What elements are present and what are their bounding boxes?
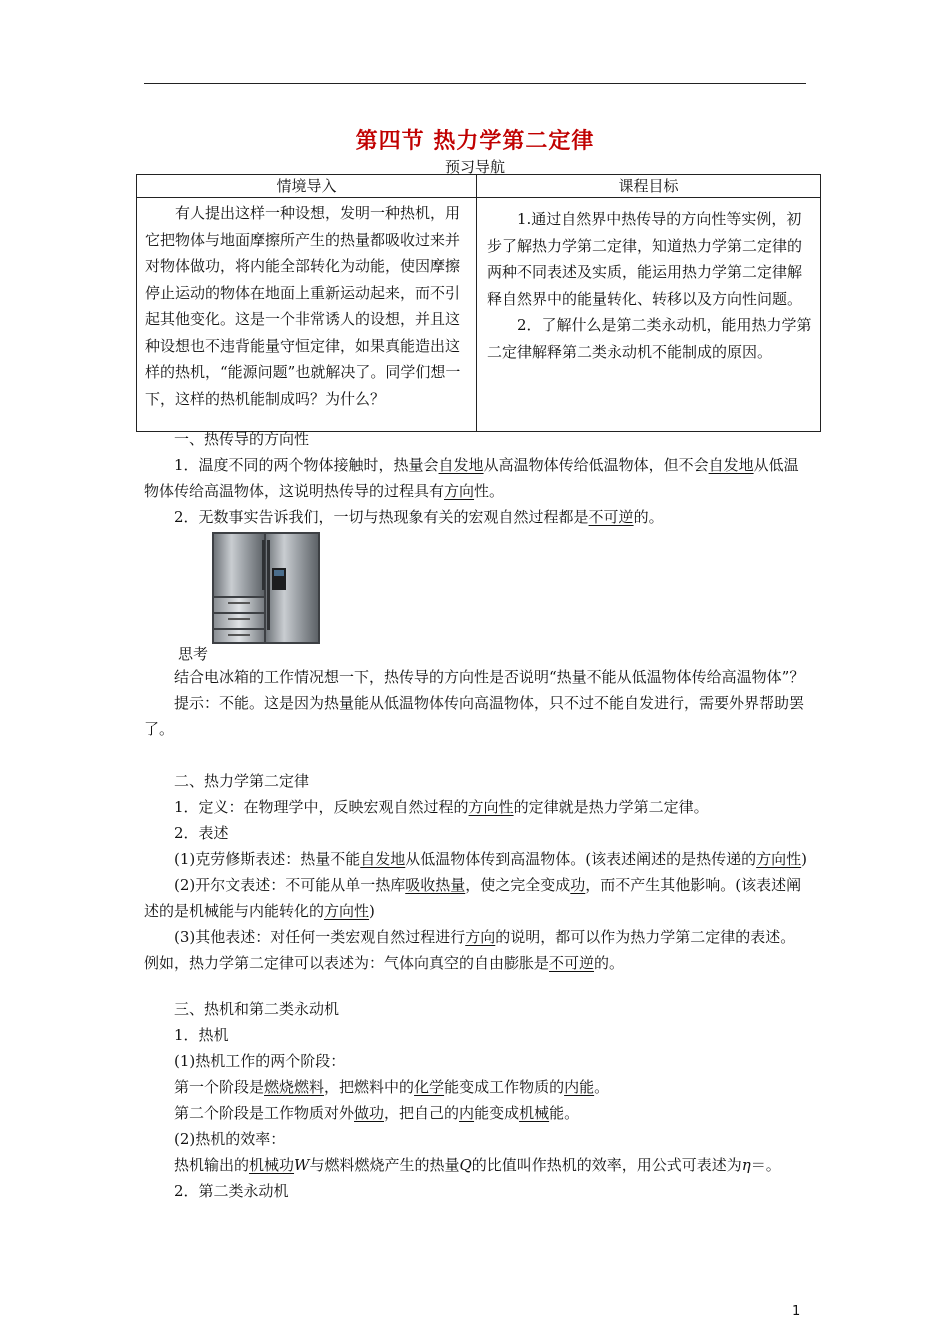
stages-heading: (1)热机工作的两个阶段： <box>174 1052 346 1070</box>
page-title: 第四节 热力学第二定律 <box>355 128 595 154</box>
blank-answer: 方向 <box>444 482 475 500</box>
page-number: 1 <box>792 1304 801 1319</box>
section-2 <box>144 768 808 976</box>
think-question: 结合电冰箱的工作情况想一下，热传导的方向性是否说明“热量不能从低温物体传给高温物体”？ <box>174 668 805 686</box>
blank-answer: 机械 <box>519 1104 550 1122</box>
efficiency-heading: (2)热机的效率： <box>174 1130 286 1148</box>
think-label: 思考 <box>178 645 209 663</box>
blank-answer: 方向 <box>465 928 496 946</box>
blank-answer: 燃烧燃料 <box>264 1078 325 1096</box>
table-header-goals: 课程目标 <box>477 175 821 198</box>
blank-answer: 自发地 <box>360 850 406 868</box>
blank-answer: 吸收热量 <box>405 876 466 894</box>
section-1-point-1: 1．温度不同的两个物体接触时，热量会自发地从高温物体传给低温物体，但不会自发地从低温物体传给高温物体，这说明热传导的过程具有方向性。 <box>144 456 799 500</box>
section-2-statements-heading: 2．表述 <box>174 824 229 842</box>
section-2-heading: 二、热力学第二定律 <box>174 772 310 790</box>
goal-item-2: 2．了解什么是第二类永动机，能用热力学第二定律解释第二类永动机不能制成的原因。 <box>487 316 812 361</box>
scenario-text: 有人提出这样一种设想，发明一种热机，用它把物体与地面摩擦所产生的热量都吸收过来并对物体做功，将内能全部转化为动能，使因摩擦停止运动的物体在地面上重新运动起来，而不引起其他变化。这是一个非常诱人的设想，并且这种设想也不违背能量守恒定律，如果真能造出这样的热机，“能源问题”也就解决了。同学们想一下，这样的热机能制成吗？为什么？ <box>137 198 477 432</box>
blank-answer: 方向性 <box>324 902 370 920</box>
section-3-heading: 三、热机和第二类永动机 <box>174 1000 340 1018</box>
heat-engine-heading: 1．热机 <box>174 1026 229 1044</box>
section-2-definition: 1．定义：在物理学中，反映宏观自然过程的方向性的定律就是热力学第二定律。 <box>174 798 709 816</box>
blank-answer: 自发地 <box>438 456 484 474</box>
section-1-heading: 一、热传导的方向性 <box>174 430 310 448</box>
perpetual-motion-heading: 2．第二类永动机 <box>174 1182 289 1200</box>
kelvin-statement: (2)开尔文表述：不可能从单一热库吸收热量，使之完全变成功，而不产生其他影响。(该表述阐述的是机械能与内能转化的方向性) <box>144 876 802 920</box>
think-section <box>144 664 808 742</box>
goal-item-1: 1.通过自然界中热传导的方向性等实例，初步了解热力学第二定律，知道热力学第二定律的两种不同表述及实质，能运用热力学第二定律解释自然界中的能量转化、转移以及方向性问题。 <box>487 210 803 308</box>
preview-table <box>136 174 821 432</box>
blank-answer: 方向性 <box>756 850 802 868</box>
goals-cell <box>477 198 821 432</box>
blank-answer: 功 <box>570 876 586 894</box>
section-subtitle: 预习导航 <box>444 158 505 176</box>
refrigerator-image <box>210 530 322 648</box>
blank-answer: 自发地 <box>708 456 754 474</box>
section-3 <box>144 996 808 1204</box>
section-1-point-2: 2．无数事实告诉我们，一切与热现象有关的宏观自然过程都是不可逆的。 <box>174 508 664 526</box>
blank-answer: 机械功 <box>249 1156 295 1174</box>
think-answer: 提示：不能。这是因为热量能从低温物体传向高温物体，只不过不能自发进行，需要外界帮助罢了。 <box>144 694 805 738</box>
other-statement: (3)其他表述：对任何一类宏观自然过程进行方向的说明，都可以作为热力学第二定律的表述。例如，热力学第二定律可以表述为：气体向真空的自由膨胀是不可逆的。 <box>144 928 796 972</box>
stage-2: 第二个阶段是工作物质对外做功，把自己的内能变成机械能。 <box>174 1104 580 1122</box>
blank-answer: 做功 <box>354 1104 385 1122</box>
blank-answer: 内 <box>459 1104 475 1122</box>
blank-answer: 化学 <box>414 1078 445 1096</box>
section-1 <box>144 426 808 530</box>
clausius-statement: (1)克劳修斯表述：热量不能自发地从低温物体传到高温物体。(该表述阐述的是热传递的方向性) <box>174 850 807 868</box>
blank-answer: 不可逆 <box>588 508 634 526</box>
table-header-scenario: 情境导入 <box>137 175 477 198</box>
header-rule <box>144 83 806 84</box>
blank-answer: 方向性 <box>468 798 514 816</box>
blank-answer: 内能 <box>564 1078 595 1096</box>
blank-answer: 不可逆 <box>549 954 595 972</box>
stage-1: 第一个阶段是燃烧燃料，把燃料中的化学能变成工作物质的内能。 <box>174 1078 610 1096</box>
efficiency-text: 热机输出的机械功W与燃料燃烧产生的热量Q的比值叫作热机的效率，用公式可表述为η＝。 <box>174 1156 781 1174</box>
